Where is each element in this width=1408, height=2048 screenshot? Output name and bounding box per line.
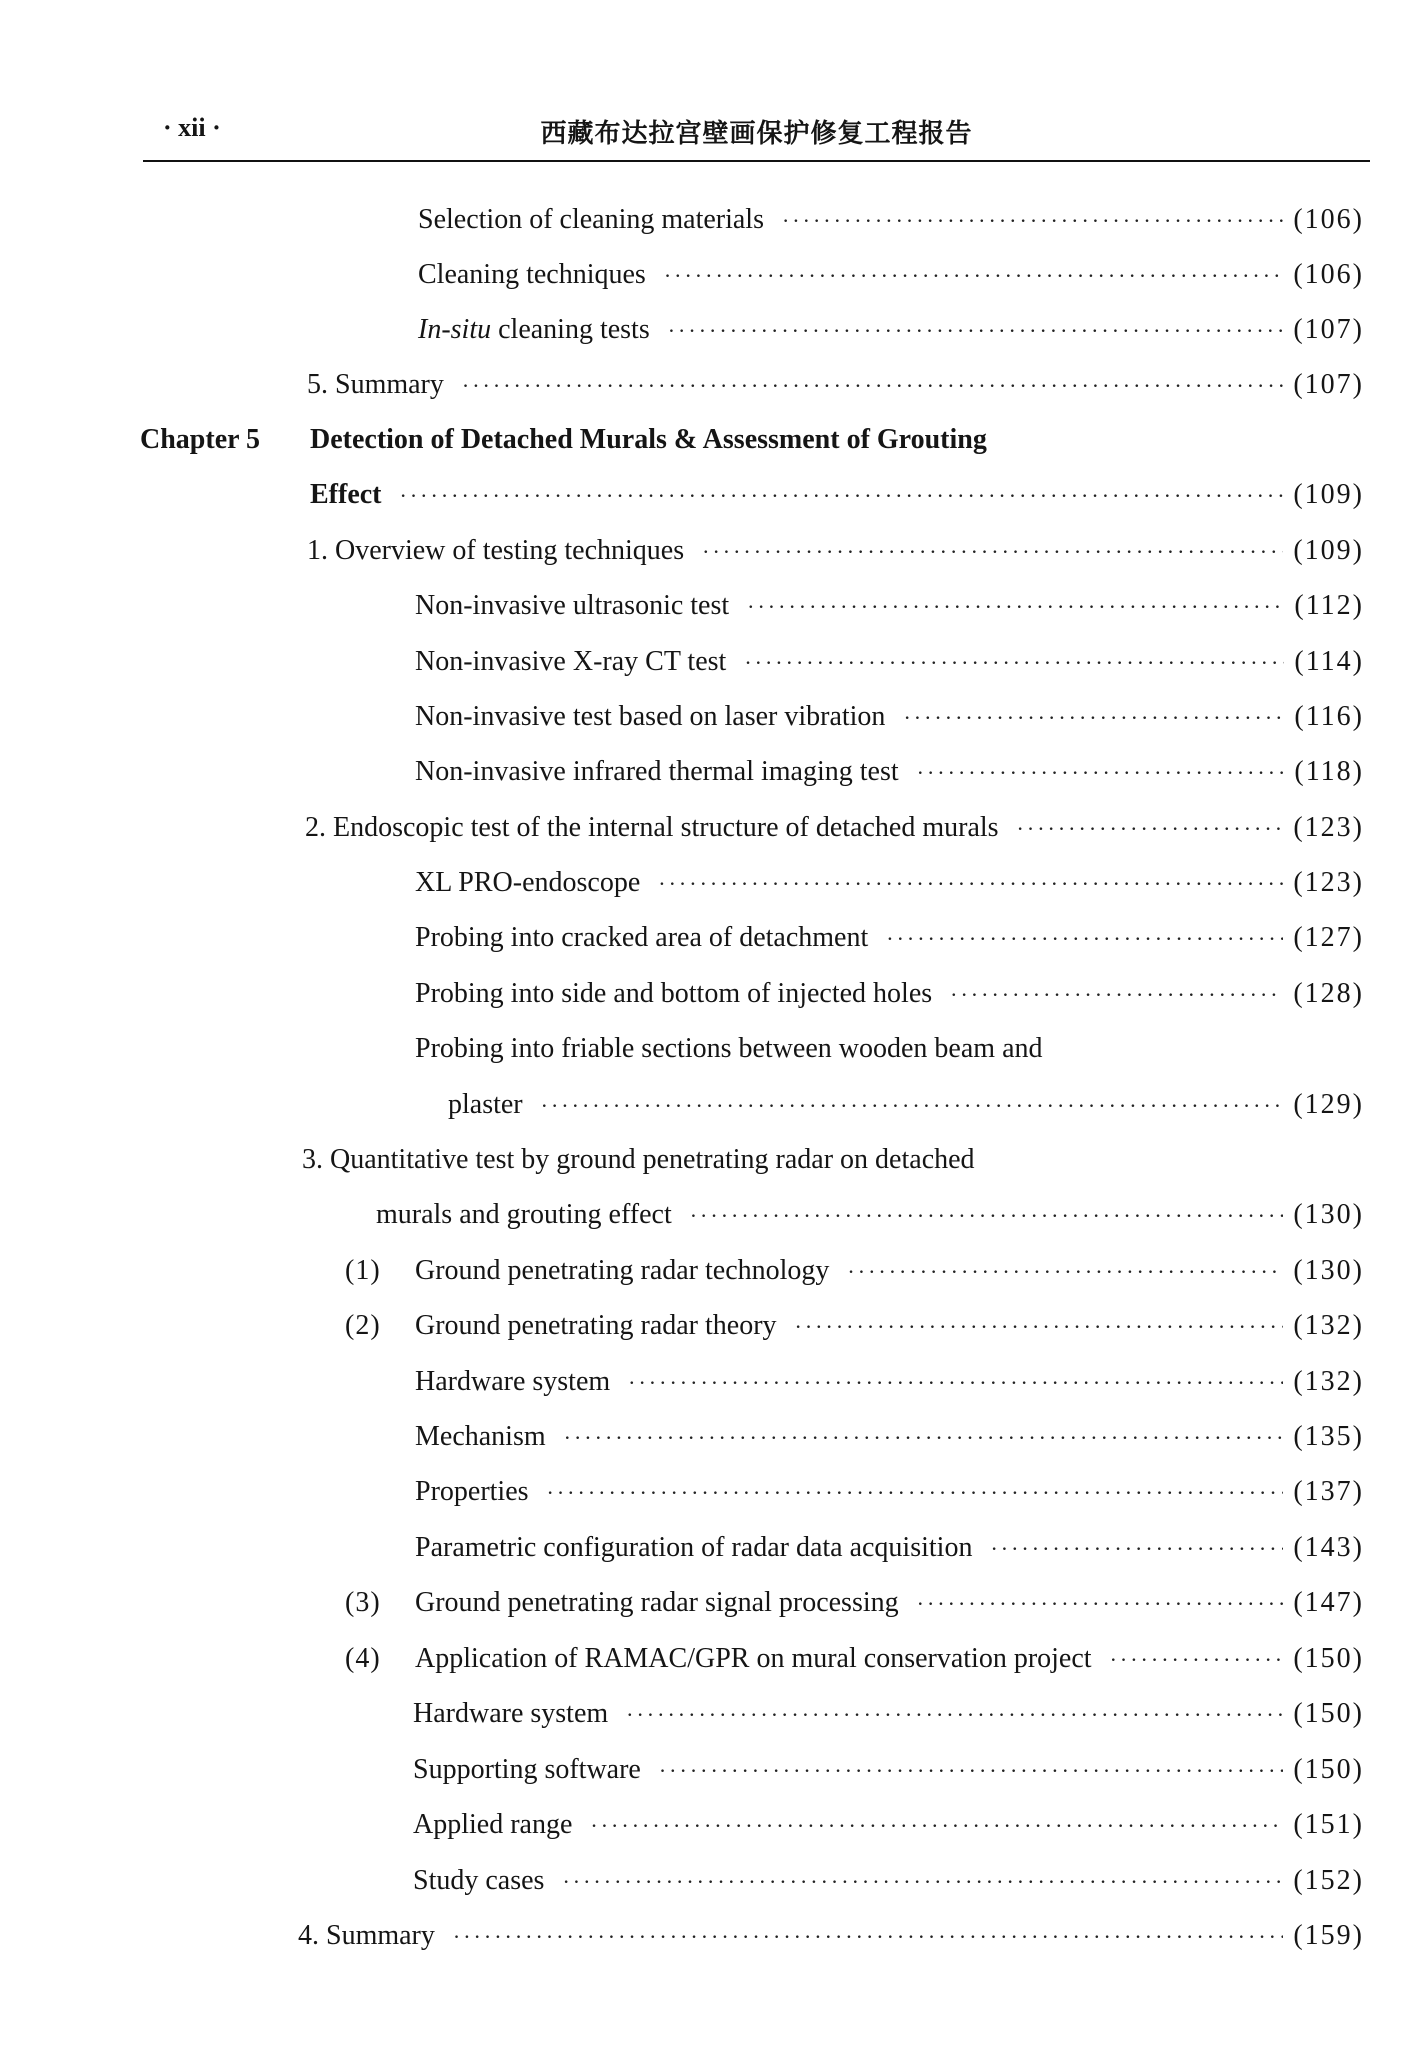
toc-entry-page: (150) xyxy=(1293,1754,1364,1785)
toc-entry[interactable] xyxy=(413,1750,1364,1790)
toc-entry[interactable] xyxy=(413,1694,1364,1734)
toc-entry[interactable] xyxy=(418,255,1364,295)
dot-leader xyxy=(400,476,1284,516)
toc-entry[interactable] xyxy=(415,1528,1364,1568)
dot-leader xyxy=(564,1418,1284,1458)
toc-entry[interactable] xyxy=(307,365,1364,405)
toc-entry-title: Probing into cracked area of detachment xyxy=(415,922,869,953)
toc-entry-page: (123) xyxy=(1293,867,1364,898)
toc-entry[interactable] xyxy=(345,1306,1364,1346)
dot-leader xyxy=(462,366,1283,406)
dot-leader xyxy=(903,698,1284,738)
toc-entry-title: Study cases xyxy=(413,1865,545,1896)
dot-leader xyxy=(747,587,1284,627)
toc-entry-page: (130) xyxy=(1293,1255,1364,1286)
toc-entry-page: (135) xyxy=(1293,1421,1364,1452)
dot-leader xyxy=(782,201,1283,241)
toc-entry-title xyxy=(345,1306,777,1346)
toc-entry[interactable] xyxy=(305,808,1364,848)
toc-entry[interactable] xyxy=(415,918,1364,958)
toc-entry-title-rest: Ground penetrating radar technology xyxy=(415,1255,830,1286)
toc-entry-page: (129) xyxy=(1293,1089,1364,1120)
dot-leader xyxy=(702,532,1283,572)
dot-leader xyxy=(668,311,1284,351)
toc-entry-title: Applied range xyxy=(413,1809,573,1840)
toc-entry-title: Mechanism xyxy=(415,1421,546,1452)
toc-entry-page: (151) xyxy=(1293,1809,1364,1840)
toc-entry-page: (159) xyxy=(1293,1920,1364,1951)
section-number: (1) xyxy=(345,1255,381,1286)
toc-entry-title: murals and grouting effect xyxy=(376,1199,672,1230)
toc-entry-page: (147) xyxy=(1293,1587,1364,1618)
toc-entry-title: Properties xyxy=(415,1476,529,1507)
toc-entry-page: (128) xyxy=(1293,978,1364,1009)
toc-entry[interactable] xyxy=(415,1362,1364,1402)
running-title: 西藏布达拉宫壁画保护修复工程报告 xyxy=(540,119,973,149)
dot-leader xyxy=(1017,809,1284,849)
chapter-label: Chapter 5 xyxy=(140,424,261,455)
toc-entry-title: Non-invasive ultrasonic test xyxy=(415,590,730,621)
toc-entry[interactable] xyxy=(448,1085,1364,1125)
toc-entry[interactable] xyxy=(415,586,1364,626)
toc-entry-page: (132) xyxy=(1293,1366,1364,1397)
dot-leader xyxy=(590,1806,1283,1846)
toc-entry[interactable] xyxy=(307,531,1364,571)
dot-leader xyxy=(744,643,1284,683)
toc-entry-page: (118) xyxy=(1294,756,1364,787)
toc-entry-page: (150) xyxy=(1293,1643,1364,1674)
chapter-title-entry[interactable] xyxy=(310,475,1364,515)
toc-entry-title: Non-invasive X-ray CT test xyxy=(415,646,727,677)
dot-leader xyxy=(664,256,1284,296)
toc-entry[interactable] xyxy=(415,752,1364,792)
toc-entry[interactable] xyxy=(415,642,1364,682)
toc-entry-page: (114) xyxy=(1294,646,1364,677)
dot-leader xyxy=(547,1473,1284,1513)
toc-entry-page: (143) xyxy=(1293,1532,1364,1563)
toc-entry-title: Cleaning techniques xyxy=(418,259,646,290)
section-number: (4) xyxy=(345,1643,381,1674)
toc-entry[interactable] xyxy=(415,1472,1364,1512)
dot-leader xyxy=(453,1917,1283,1957)
toc-entry-title: XL PRO-endoscope xyxy=(415,867,641,898)
dot-leader xyxy=(659,1751,1283,1791)
toc-entry-title: Hardware system xyxy=(413,1698,609,1729)
toc-entry-title: 2. Endoscopic test of the internal structure of detached murals xyxy=(305,812,999,843)
toc-entry-title: Supporting software xyxy=(413,1754,641,1785)
toc-entry-page: (107) xyxy=(1293,369,1364,400)
toc-entry-title xyxy=(345,1251,829,1291)
toc-entry-title: Selection of cleaning materials xyxy=(418,204,764,235)
dot-leader xyxy=(950,975,1283,1015)
toc-entry[interactable] xyxy=(413,1861,1364,1901)
toc-entry[interactable] xyxy=(345,1251,1364,1291)
toc-entry-title: Parametric configuration of radar data acquisition xyxy=(415,1532,973,1563)
toc-entry[interactable] xyxy=(345,1583,1364,1623)
dot-leader xyxy=(628,1363,1283,1403)
toc-entry[interactable] xyxy=(415,697,1364,737)
toc-entry-page: (130) xyxy=(1293,1199,1364,1230)
dot-leader xyxy=(917,1584,1284,1624)
toc-entry[interactable] xyxy=(345,1639,1364,1679)
toc-entry[interactable] xyxy=(418,310,1364,350)
toc-entry-title-rest: Ground penetrating radar theory xyxy=(415,1310,777,1341)
toc-entry-line[interactable]: 3. Quantitative test by ground penetrating radar on detached xyxy=(302,1144,975,1175)
toc-entry-page: (106) xyxy=(1293,204,1364,235)
dot-leader xyxy=(990,1529,1283,1569)
dot-leader xyxy=(1110,1640,1284,1680)
dot-leader xyxy=(658,864,1283,904)
page-number: · xii · xyxy=(163,113,221,142)
toc-entry-title: plaster xyxy=(448,1089,523,1120)
toc-entry[interactable] xyxy=(415,1417,1364,1457)
toc-entry-page: (112) xyxy=(1294,590,1364,621)
toc-entry-title: Non-invasive test based on laser vibration xyxy=(415,701,886,732)
toc-entry-title: 5. Summary xyxy=(307,369,444,400)
dot-leader xyxy=(562,1862,1283,1902)
toc-entry[interactable] xyxy=(413,1805,1364,1845)
toc-entry-line[interactable]: Probing into friable sections between wooden beam and xyxy=(415,1033,1043,1064)
toc-entry-title: 1. Overview of testing techniques xyxy=(307,535,685,566)
dot-leader xyxy=(690,1196,1284,1236)
italic-term: In-situ xyxy=(418,314,492,345)
dot-leader xyxy=(886,919,1283,959)
toc-entry-title-rest: Ground penetrating radar signal processing xyxy=(415,1587,899,1618)
toc-entry[interactable] xyxy=(415,863,1364,903)
section-number: (3) xyxy=(345,1587,381,1618)
toc-entry-page: (132) xyxy=(1293,1310,1364,1341)
toc-entry-title xyxy=(345,1583,899,1623)
toc-entry-page: (123) xyxy=(1293,812,1364,843)
toc-entry-page: (109) xyxy=(1293,535,1364,566)
toc-entry[interactable] xyxy=(415,974,1364,1014)
toc-entry-page: (116) xyxy=(1294,701,1364,732)
toc-entry-title: Hardware system xyxy=(415,1366,611,1397)
toc-entry-title xyxy=(345,1639,1092,1679)
toc-entry[interactable] xyxy=(418,200,1364,240)
toc-entry-page: (137) xyxy=(1293,1476,1364,1507)
toc-entry-page: (107) xyxy=(1293,314,1364,345)
chapter-title-line[interactable]: Detection of Detached Murals & Assessment of Grouting xyxy=(310,424,987,455)
toc-entry-page: (127) xyxy=(1293,922,1364,953)
toc-entry-title xyxy=(418,310,650,350)
dot-leader xyxy=(917,753,1285,793)
dot-leader xyxy=(795,1307,1284,1347)
toc-entry[interactable] xyxy=(298,1916,1364,1956)
toc-entry-page: (150) xyxy=(1293,1698,1364,1729)
toc-entry-title-rest: cleaning tests xyxy=(491,314,650,345)
toc-entry[interactable] xyxy=(376,1195,1364,1235)
toc-entry-page: (109) xyxy=(1293,479,1364,510)
chapter-title-continuation: Effect xyxy=(310,479,382,510)
toc-entry-title: Probing into side and bottom of injected holes xyxy=(415,978,933,1009)
toc-entry-page: (106) xyxy=(1293,259,1364,290)
toc-entry-title-rest: Application of RAMAC/GPR on mural conservation project xyxy=(415,1643,1092,1674)
toc-entry-title: 4. Summary xyxy=(298,1920,435,1951)
dot-leader xyxy=(626,1695,1283,1735)
toc-entry-page: (152) xyxy=(1293,1865,1364,1896)
toc-entry-title: Non-invasive infrared thermal imaging test xyxy=(415,756,899,787)
dot-leader xyxy=(541,1086,1284,1126)
dot-leader xyxy=(847,1252,1283,1292)
section-number: (2) xyxy=(345,1310,381,1341)
